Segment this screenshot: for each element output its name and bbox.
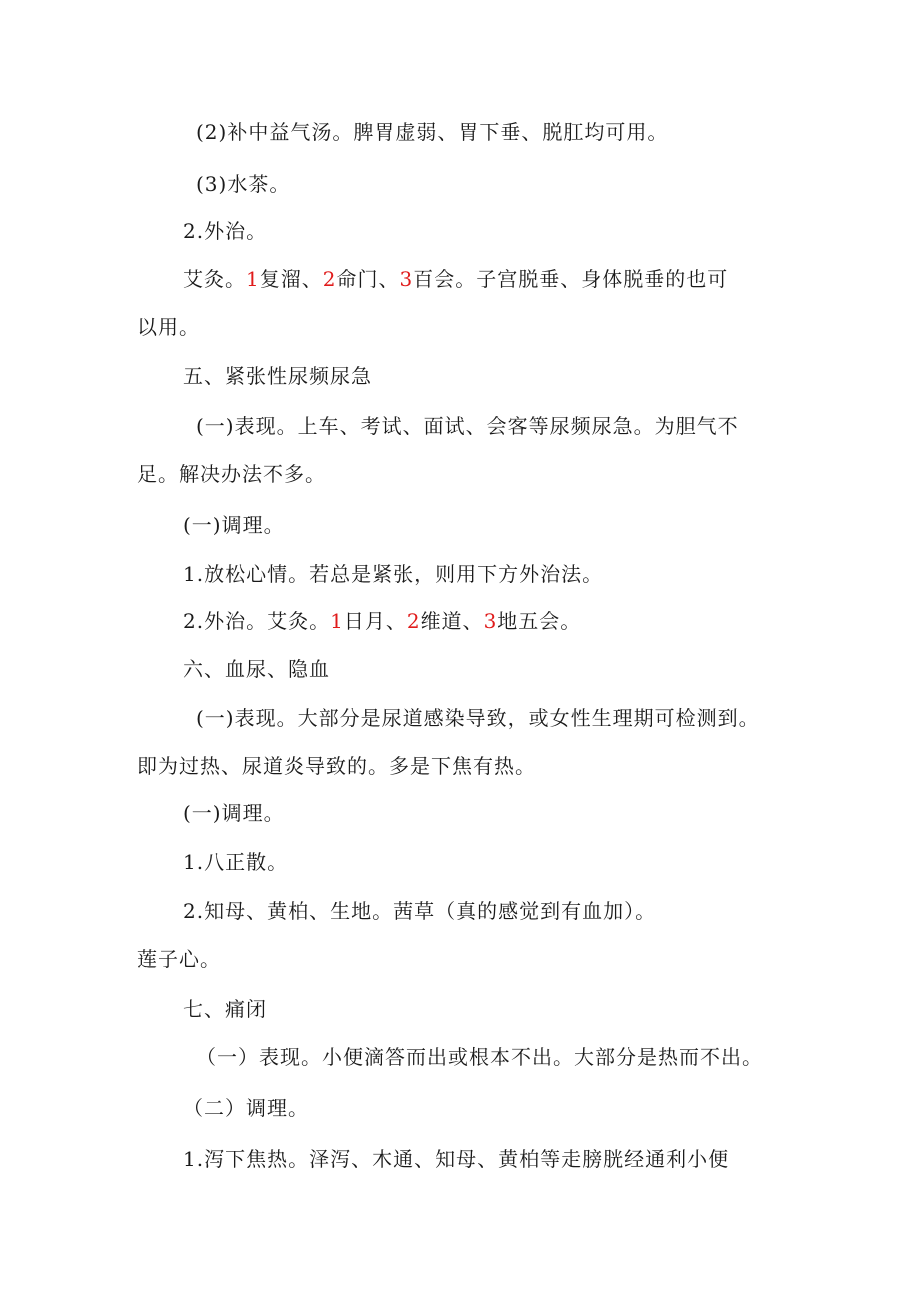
text-line: 即为过热、尿道炎导致的。多是下焦有热。 [137, 754, 536, 778]
step-number: 3 [483, 609, 498, 633]
text-segment: 2.外治。艾灸。 [183, 609, 331, 633]
step-number: 2 [406, 609, 421, 633]
text-line [183, 607, 581, 635]
text-line: （二）调理。 [183, 1096, 309, 1120]
text-line: 2.外治。 [183, 219, 268, 243]
text-segment: 百会。子宫脱垂、身体脱垂的也可 [413, 267, 729, 291]
text-line: （一）表现。小便滴答而出或根本不出。大部分是热而不出。 [196, 1045, 763, 1069]
text-line: (3)水茶。 [196, 172, 291, 196]
text-segment: 日月、 [343, 609, 407, 633]
text-line: (一)调理。 [183, 801, 285, 825]
step-number: 1 [246, 267, 260, 291]
step-number: 2 [322, 267, 337, 291]
text-line: (一)调理。 [183, 513, 285, 537]
text-segment: 地五会。 [497, 609, 582, 633]
text-segment: 命门、 [336, 267, 400, 291]
text-line: 1.八正散。 [183, 850, 289, 874]
text-line: 以用。 [137, 315, 200, 339]
text-line: 1.泻下焦热。泽泻、木通、知母、黄柏等走膀胱经通利小便 [183, 1147, 730, 1171]
text-line: 1.放松心情。若总是紧张，则用下方外治法。 [183, 562, 604, 586]
section-heading: 五、紧张性尿频尿急 [183, 364, 372, 388]
text-line: (一)表现。上车、考试、面试、会客等尿频尿急。为胆气不 [196, 414, 739, 438]
text-line: 足。解决办法不多。 [137, 462, 326, 486]
text-line: (2)补中益气汤。脾胃虚弱、胃下垂、脱肛均可用。 [196, 120, 669, 144]
text-line: (一)表现。大部分是尿道感染导致，或女性生理期可检测到。 [196, 706, 760, 730]
step-number: 1 [330, 609, 344, 633]
text-segment: 复溜、 [259, 267, 323, 291]
text-segment: 艾灸。 [183, 267, 246, 291]
text-segment: 维道、 [420, 609, 484, 633]
section-heading: 六、血尿、隐血 [183, 657, 330, 681]
text-line [183, 265, 728, 293]
section-heading: 七、痛闭 [183, 997, 267, 1021]
step-number: 3 [399, 267, 414, 291]
text-line: 2.知母、黄柏、生地。茜草（真的感觉到有血加）。 [183, 899, 657, 923]
text-line: 莲子心。 [137, 947, 221, 971]
